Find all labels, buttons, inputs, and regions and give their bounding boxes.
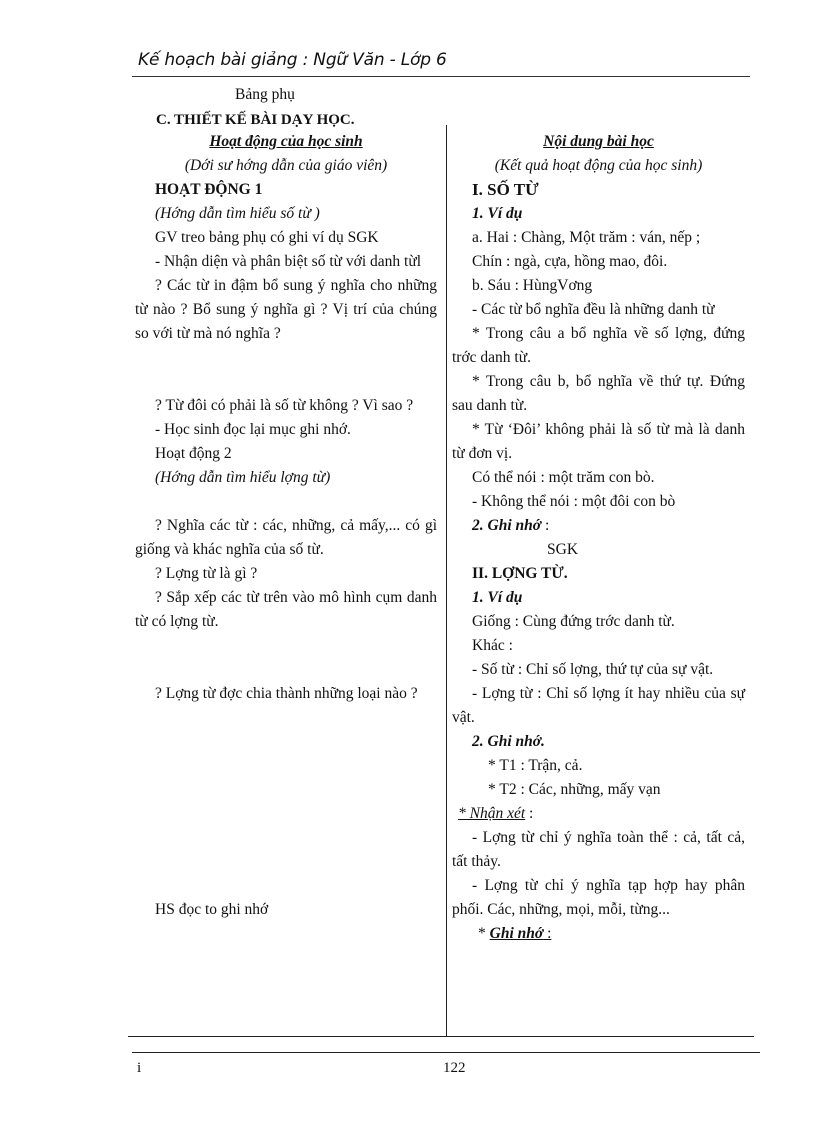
ghi-nho-star: * — [478, 925, 490, 942]
paragraph: HS đọc to ghi nhớ — [155, 901, 269, 918]
footer-left-mark: i — [137, 1060, 142, 1076]
ghi-nho-label: Ghi nhớ — [489, 925, 544, 942]
spacer — [135, 490, 437, 514]
intro-line: Bảng phụ — [235, 86, 295, 103]
left-column-heading: Hoạt động của học sinh — [209, 133, 363, 150]
section-heading-so-tu: I. SỐ TỪ — [472, 180, 539, 199]
question: ? Từ đôi có phải là số từ không ? Vì sao ? — [155, 397, 414, 414]
right-column — [452, 130, 745, 946]
paragraph: Chín : ngà, cựa, hồng mao, đôi. — [472, 253, 668, 270]
question: ? Sắp xếp các từ trên vào mô hình cụm danh từ có lợng từ. — [135, 589, 437, 630]
ghi-nho-colon: : — [541, 517, 550, 534]
paragraph: GV treo bảng phụ có ghi ví dụ SGK — [155, 229, 379, 246]
subsection-ghi-nho: 2. Ghi nhớ. — [472, 733, 545, 750]
paragraph: * T1 : Trận, cả. — [488, 757, 583, 774]
table-bottom-rule — [128, 1036, 754, 1037]
subsection-vi-du: 1. Ví dụ — [472, 589, 523, 606]
ghi-nho-colon: : — [543, 925, 552, 942]
question: ? Lợng từ đợc chia thành những loại nào ? — [155, 685, 418, 702]
page-number: 122 — [443, 1060, 466, 1076]
ghi-nho-line — [452, 922, 745, 946]
paragraph: - Số từ : Chỉ số lợng, thứ tự của sự vật. — [472, 661, 714, 678]
nhan-xet-colon: : — [525, 805, 534, 822]
column-divider — [446, 125, 447, 1037]
paragraph: - Lợng từ : Chỉ số lợng ít hay nhiều của sự vật. — [452, 685, 745, 726]
section-title: C. THIẾT KẾ BÀI DẠY HỌC. — [156, 112, 355, 128]
question: ? Các từ in đậm bổ sung ý nghĩa cho những từ nào ? Bổ sung ý nghĩa gì ? Vị trí của chúng so với từ mà nó nghĩa ? — [135, 277, 437, 342]
ghi-nho-label: 2. Ghi nhớ — [472, 517, 542, 534]
paragraph: * Trong câu b, bổ nghĩa về thứ tự. Đứng sau danh từ. — [452, 373, 745, 414]
left-column — [135, 130, 437, 922]
question: ? Nghĩa các từ : các, những, cả mấy,... có gì giống và khác nghĩa của số từ. — [135, 517, 437, 558]
paragraph: - Học sinh đọc lại mục ghi nhớ. — [155, 421, 351, 438]
document-header-title: Kế hoạch bài giảng : Ngữ Văn - Lớp 6 — [138, 50, 447, 70]
right-column-subheading: (Kết quả hoạt động của học sinh) — [494, 157, 703, 174]
spacer — [135, 634, 437, 682]
paragraph: SGK — [547, 541, 579, 558]
paragraph: - Nhận diện và phân biệt số từ với danh từl — [155, 253, 422, 270]
question: ? Lợng từ là gì ? — [155, 565, 258, 582]
nhan-xet-label: * Nhận xét — [458, 805, 526, 822]
subsection-ghi-nho — [452, 514, 745, 538]
paragraph: Khác : — [472, 637, 513, 654]
section-heading-luong-tu: II. LỢNG TỪ. — [472, 565, 568, 582]
paragraph: - Các từ bổ nghĩa đều là những danh từ — [472, 301, 715, 318]
subsection-vi-du: 1. Ví dụ — [472, 205, 523, 222]
activity-2-guide: (Hớng dẫn tìm hiểu lợng từ) — [155, 469, 331, 486]
paragraph: b. Sáu : HùngVơng — [472, 277, 593, 294]
paragraph: - Không thể nói : một đôi con bò — [472, 493, 676, 510]
right-column-heading: Nội dung bài học — [543, 133, 654, 150]
header-rule — [132, 76, 750, 77]
paragraph: a. Hai : Chàng, Một trăm : ván, nếp ; — [472, 229, 701, 246]
paragraph: * Trong câu a bổ nghĩa về số lợng, đứng trớc danh từ. — [452, 325, 745, 366]
paragraph: Giống : Cùng đứng trớc danh từ. — [472, 613, 675, 630]
footer-rule — [132, 1052, 760, 1053]
paragraph: - Lợng từ chỉ ý nghĩa tạp hợp hay phân phối. Các, những, mọi, mỗi, từng... — [452, 877, 745, 918]
activity-2-title: Hoạt động 2 — [155, 445, 232, 462]
paragraph: Có thể nói : một trăm con bò. — [472, 469, 655, 486]
spacer — [135, 706, 437, 898]
paragraph: * T2 : Các, những, mấy vạn — [488, 781, 661, 798]
spacer — [135, 346, 437, 394]
activity-1-guide: (Hớng dẫn tìm hiểu số từ ) — [155, 205, 320, 222]
left-column-subheading: (Dới sư hớng dẫn của giáo viên) — [184, 157, 388, 174]
activity-1-title: HOẠT ĐỘNG 1 — [155, 181, 263, 198]
paragraph: * Từ ‘Đôi’ không phải là số từ mà là danh từ đơn vị. — [452, 421, 745, 462]
nhan-xet-line — [452, 802, 745, 826]
paragraph: - Lợng từ chỉ ý nghĩa toàn thể : cả, tất cả, tất thảy. — [452, 829, 745, 870]
